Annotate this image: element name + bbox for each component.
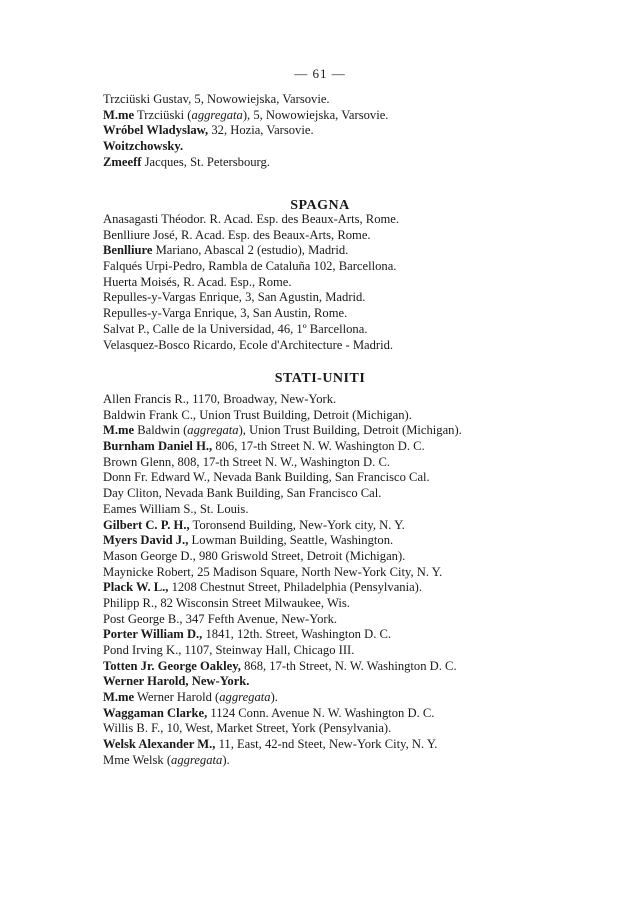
entry-line bbox=[103, 243, 503, 259]
entry-line bbox=[103, 674, 503, 690]
entry-line bbox=[103, 139, 503, 155]
entry-line bbox=[103, 486, 503, 502]
section-heading-stati-uniti: STATI-UNITI bbox=[274, 371, 366, 386]
entry-text: 868, 17-th Street, N. W. Washington D. C. bbox=[240, 658, 457, 673]
entry-line bbox=[103, 228, 503, 244]
entry-text: Trzciüski Gustav, 5, Nowowiejska, Varsovie. bbox=[103, 92, 330, 106]
entry-bold: M.me bbox=[103, 107, 135, 122]
entry-text: 11, East, 42-nd Steet, New-York City, N. Y. bbox=[215, 737, 438, 752]
entry-line bbox=[103, 408, 503, 424]
entry-line bbox=[103, 290, 503, 306]
entry-text: Salvat P., Calle de la Universidad, 46, 1º Barcellona. bbox=[103, 321, 368, 336]
entry-bold: Totten Jr. George Oakley, bbox=[103, 658, 241, 673]
entry-bold: Zmeeff bbox=[103, 154, 142, 169]
entry-text: Maynicke Robert, 25 Madison Square, North New-York City, N. Y. bbox=[103, 564, 443, 579]
entry-text: Velasquez-Bosco Ricardo, Ecole d'Architecture - Madrid. bbox=[103, 337, 394, 352]
entry-text: Falqués Urpi-Pedro, Rambla de Cataluña 102, Barcellona. bbox=[103, 259, 397, 274]
entry-line bbox=[103, 455, 503, 471]
entry-bold: Porter William D., bbox=[103, 627, 203, 642]
entry-text: 1208 Chestnut Street, Philadelphia (Pensylvania). bbox=[168, 580, 423, 595]
entry-line bbox=[103, 259, 503, 275]
entry-text: Baldwin ( bbox=[134, 423, 188, 438]
entry-text: Trzciüski ( bbox=[134, 107, 192, 122]
entry-text: Jacques, St. Petersbourg. bbox=[141, 154, 270, 169]
entry-bold: Gilbert C. P. H., bbox=[103, 517, 190, 532]
entry-bold: M.me bbox=[103, 690, 135, 705]
entry-italic: aggregata bbox=[219, 690, 271, 705]
entry-text: Repulles-y-Varga Enrique, 3, San Austin, Rome. bbox=[103, 306, 348, 321]
entry-text: Willis B. F., 10, West, Market Street, York (Pensylvania). bbox=[103, 721, 392, 736]
entry-text: Mason George D., 980 Griswold Street, Detroit (Michigan). bbox=[103, 548, 406, 563]
entry-italic: aggregata bbox=[187, 423, 239, 438]
entry-after: ), 5, Nowowiejska, Varsovie. bbox=[242, 107, 389, 122]
entry-line bbox=[103, 502, 503, 518]
entry-text: Baldwin Frank C., Union Trust Building, Detroit (Michigan). bbox=[103, 407, 412, 422]
entry-bold: Werner Harold, New-York. bbox=[103, 674, 250, 689]
entry-line bbox=[103, 338, 503, 354]
entry-italic: aggregata bbox=[171, 752, 223, 767]
entry-text: Lowman Building, Seattle, Washington. bbox=[188, 533, 394, 548]
entry-after: ), Union Trust Building, Detroit (Michigan). bbox=[238, 423, 462, 438]
entry-line bbox=[103, 737, 503, 753]
entry-line bbox=[103, 92, 503, 108]
entry-line bbox=[103, 306, 503, 322]
entry-text: Mme Welsk ( bbox=[103, 752, 172, 767]
entry-after: ). bbox=[222, 752, 230, 767]
entry-line bbox=[103, 565, 503, 581]
entry-text: Philipp R., 82 Wisconsin Street Milwaukee, Wis. bbox=[103, 595, 350, 610]
entry-text: Huerta Moisés, R. Acad. Esp., Rome. bbox=[103, 274, 292, 289]
entry-after: ). bbox=[270, 690, 278, 705]
entry-line bbox=[103, 706, 503, 722]
entry-line bbox=[103, 108, 503, 124]
entry-bold: Myers David J., bbox=[103, 533, 189, 548]
entry-line bbox=[103, 322, 503, 338]
entry-line bbox=[103, 549, 503, 565]
entry-line bbox=[103, 439, 503, 455]
entry-line bbox=[103, 533, 503, 549]
intro-entry-list bbox=[103, 92, 503, 170]
entry-bold: Welsk Alexander M., bbox=[103, 737, 216, 752]
entry-text: Donn Fr. Edward W., Nevada Bank Building, San Francisco Cal. bbox=[103, 470, 430, 485]
entry-line bbox=[103, 721, 503, 737]
entry-text: Anasagasti Théodor. R. Acad. Esp. des Beaux-Arts, Rome. bbox=[103, 212, 400, 226]
stati-uniti-entry-list bbox=[103, 392, 503, 769]
entry-line bbox=[103, 470, 503, 486]
entry-text: Benlliure José, R. Acad. Esp. des Beaux-Arts, Rome. bbox=[103, 227, 371, 242]
entry-text: 806, 17-th Street N. W. Washington D. C. bbox=[212, 439, 425, 454]
entry-text: 32, Hozia, Varsovie. bbox=[208, 123, 314, 138]
entry-line bbox=[103, 612, 503, 628]
entry-text: Brown Glenn, 808, 17-th Street N. W., Washington D. C. bbox=[103, 454, 390, 469]
entry-line bbox=[103, 690, 503, 706]
entry-text: Mariano, Abascal 2 (estudio), Madrid. bbox=[152, 243, 349, 258]
entry-text: Repulles-y-Vargas Enrique, 3, San Agustin, Madrid. bbox=[103, 290, 366, 305]
entry-line bbox=[103, 596, 503, 612]
spagna-entry-list bbox=[103, 212, 503, 353]
entry-line bbox=[103, 659, 503, 675]
entry-text: Day Cliton, Nevada Bank Building, San Francisco Cal. bbox=[103, 486, 382, 501]
entry-bold: Plack W. L., bbox=[103, 580, 169, 595]
entry-line bbox=[103, 518, 503, 534]
entry-line bbox=[103, 753, 503, 769]
entry-bold: M.me bbox=[103, 423, 135, 438]
entry-line bbox=[103, 392, 503, 408]
entry-text: Eames William S., St. Louis. bbox=[103, 501, 249, 516]
entry-italic: aggregata bbox=[191, 107, 243, 122]
entry-text: Toronsend Building, New-York city, N. Y. bbox=[189, 517, 405, 532]
entry-line bbox=[103, 580, 503, 596]
entry-text: Allen Francis R., 1170, Broadway, New-York. bbox=[103, 392, 337, 406]
entry-line bbox=[103, 643, 503, 659]
entry-bold: Wróbel Wladyslaw, bbox=[103, 123, 209, 138]
entry-text: Post George B., 347 Fefth Avenue, New-York. bbox=[103, 611, 338, 626]
section-heading-spagna: SPAGNA bbox=[290, 198, 350, 213]
entry-line bbox=[103, 212, 503, 228]
entry-line bbox=[103, 123, 503, 139]
entry-line bbox=[103, 423, 503, 439]
entry-line bbox=[103, 627, 503, 643]
entry-bold: Woitzchowsky. bbox=[103, 139, 184, 154]
entry-line bbox=[103, 155, 503, 171]
entry-text: 1841, 12th. Street, Washington D. C. bbox=[202, 627, 392, 642]
page-number: — 61 — bbox=[294, 66, 346, 81]
entry-text: Pond Irving K., 1107, Steinway Hall, Chicago III. bbox=[103, 643, 355, 658]
entry-bold: Benlliure bbox=[103, 243, 153, 258]
entry-line bbox=[103, 275, 503, 291]
entry-text: Werner Harold ( bbox=[134, 690, 220, 705]
entry-text: 1124 Conn. Avenue N. W. Washington D. C. bbox=[207, 705, 435, 720]
entry-bold: Waggaman Clarke, bbox=[103, 705, 208, 720]
entry-bold: Burnham Daniel H., bbox=[103, 439, 213, 454]
